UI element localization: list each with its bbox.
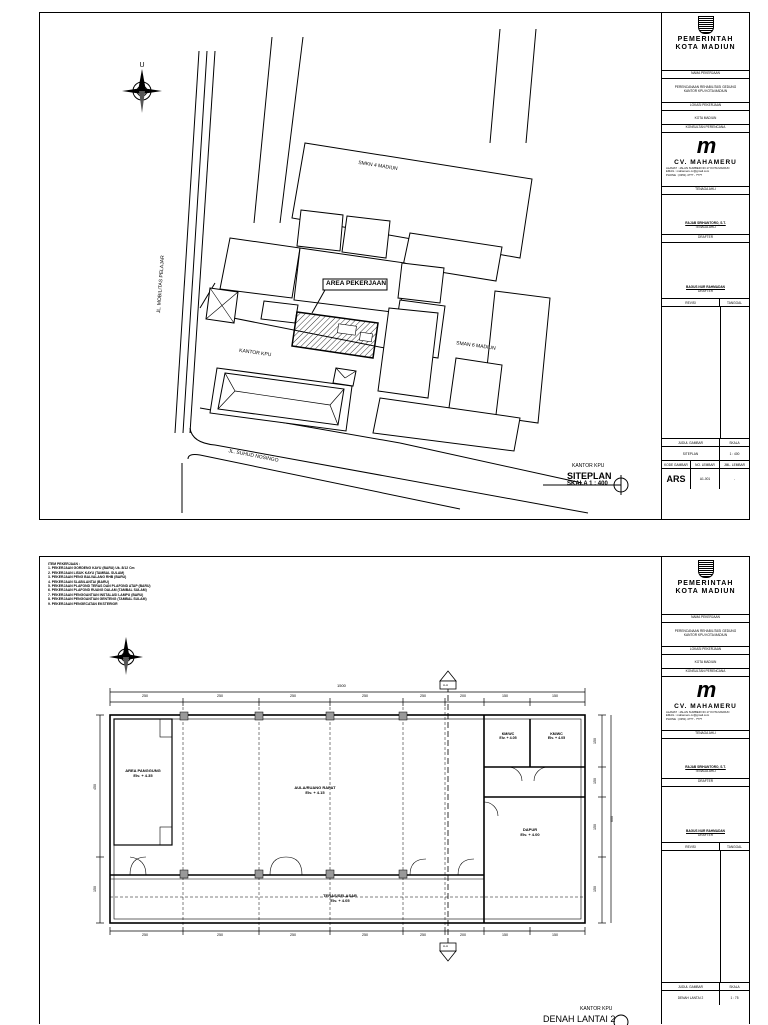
- dim-total: 1500: [337, 683, 346, 688]
- title-block-1: [662, 13, 749, 519]
- dim-right: 150: [593, 738, 597, 744]
- consultant-label: KONSULTAN PERENCANA: [685, 125, 726, 129]
- address-line: EMAIL : mahameru.cv@gmail.com: [666, 713, 710, 718]
- section-label: A-A: [443, 944, 449, 948]
- notes-title: ITEM PEKERJAAN :: [48, 562, 81, 566]
- dim-top: 250: [290, 694, 296, 698]
- scale-label: SKALA: [729, 984, 740, 989]
- revision-label: REVISI: [685, 300, 696, 305]
- siteplan-svg: [40, 13, 661, 519]
- drafter-role: DRAFTER: [697, 833, 714, 837]
- drafter-label: DRAFTER: [697, 779, 714, 783]
- address-line: EMAIL : mahameru.cv@gmail.com: [666, 169, 710, 174]
- dim-bottom: 250: [420, 933, 426, 937]
- scale-label: SKALA: [729, 440, 740, 445]
- expert-label: TENAGA AHLI: [695, 731, 716, 735]
- dim-top: 250: [362, 694, 368, 698]
- dim-right: 150: [593, 778, 597, 784]
- north-label: U: [139, 62, 145, 69]
- room-kitchen: DAPUR Elv. + 4.00: [520, 827, 540, 837]
- project-label: NAMA PEKERJAAN: [691, 615, 720, 619]
- code-label: KODE GAMBAR: [664, 462, 688, 467]
- company-name: CV. MAHAMERU: [674, 703, 737, 710]
- room-wc1: KM/WC Elv. + 4.05: [499, 732, 517, 740]
- dim-bottom: 150: [552, 933, 558, 937]
- scale-value: 1 : 400: [729, 451, 740, 456]
- sheet-floorplan: [39, 556, 750, 1024]
- drafter-role: DRAFTER: [697, 289, 714, 293]
- consultant-label: KONSULTAN PERENCANA: [685, 669, 726, 673]
- dim-top: 250: [217, 694, 223, 698]
- dim-top: 250: [142, 694, 148, 698]
- dim-bottom: 250: [290, 933, 296, 937]
- smkn4-label: SMKN 4 MADIUN: [357, 159, 398, 173]
- project-name-1: PERENCANAAN REHABILITASI GEDUNG: [674, 629, 737, 633]
- dim-bottom: 250: [217, 933, 223, 937]
- room-stage: AREA PANGGUNG Elv. + 4.35: [125, 768, 161, 778]
- note-item: 2. PEKERJAAN LISUK KAYU (TAMBAL SULAM): [48, 570, 125, 575]
- kpu-label: KANTOR KPU: [238, 347, 272, 359]
- dim-top: 150: [502, 694, 508, 698]
- expert-role: TENAGA AHLI: [695, 769, 716, 773]
- siteplan-caption-scale: SKALA 1 : 400: [567, 481, 608, 487]
- expert-label: TENAGA AHLI: [695, 187, 716, 191]
- gov-line1: PEMERINTAH: [677, 580, 734, 587]
- expert-name: RAJAB SRIHANTORO, S.T.: [685, 221, 726, 225]
- address-line: PHONE : (0351) 4??? - ????: [666, 716, 703, 721]
- dim-top: 250: [420, 694, 426, 698]
- dim-left: 450: [93, 784, 97, 790]
- address-line: PHONE : (0351) 4??? - ????: [666, 172, 703, 177]
- floorplan-drawing: [40, 557, 662, 1024]
- floorplan-caption-small: KANTOR KPU: [580, 1006, 613, 1012]
- note-item: 9. PEKERJAAN PENGECATAN EKSTERIOR: [48, 601, 118, 606]
- drafter-label: DRAFTER: [697, 235, 714, 239]
- drawing-title-label: JUDUL GAMBAR: [678, 440, 703, 445]
- gov-line1: PEMERINTAH: [677, 36, 734, 43]
- north-arrow-icon: [109, 637, 143, 675]
- siteplan-drawing: [40, 13, 662, 519]
- city-emblem-icon: [698, 16, 714, 34]
- code-value: ARS: [666, 474, 686, 484]
- area-label: AREA PEKERJAAN: [326, 280, 387, 287]
- city-emblem-icon: [698, 560, 714, 578]
- floorplan-svg: [40, 557, 661, 1025]
- project-name-1: PERENCANAAN REHABILITASI GEDUNG: [674, 85, 737, 89]
- project-label: NAMA PEKERJAAN: [691, 71, 720, 75]
- drawing-title-value: DENAH LANTAI 2: [677, 996, 704, 1000]
- road-bottom-label: JL. SUHUD NOSINGO: [227, 448, 279, 464]
- building-kpu: [210, 368, 356, 431]
- gov-line2: KOTA MADIUN: [675, 44, 736, 51]
- location-value: KOTA MADIUN: [694, 116, 717, 120]
- note-item: 7. PEKERJAAN PENGGANTIAN INSTALASI LAMPU (BARU): [48, 592, 144, 597]
- dim-top: 150: [552, 694, 558, 698]
- location-label: LOKASI PEKERJAAN: [689, 103, 722, 107]
- company-logo-icon: m: [696, 677, 715, 702]
- dim-right: 150: [593, 824, 597, 830]
- dim-right: 150: [593, 886, 597, 892]
- drafter-name: BAGUS NUR RAHMADAN: [686, 285, 725, 289]
- number-value: A1-001: [699, 477, 711, 481]
- location-value: KOTA MADIUN: [694, 660, 717, 664]
- room-hall: AULA/RUANG RAPAT Elv. + 4.15: [294, 785, 336, 795]
- company-name: CV. MAHAMERU: [674, 159, 737, 166]
- road-left-label: JL. MOBILITAS PELAJAR: [156, 255, 167, 314]
- siteplan-caption: SITEPLAN: [567, 471, 612, 481]
- expert-name: RAJAB SRIHANTORO, S.T.: [685, 765, 726, 769]
- section-label: A-A: [443, 683, 449, 687]
- note-item: 8. PEKERJAAN PENGGANTIAN GENTENG (TAMBAL SULAM): [48, 597, 147, 602]
- date-label: TANGGAL: [727, 300, 742, 305]
- date-label: TANGGAL: [727, 844, 742, 849]
- scale-value: 1 : 75: [730, 996, 739, 1000]
- room-wc2: KM/WC Elv. + 4.05: [547, 732, 566, 740]
- sman6-label: SMAN 6 MADIUN: [455, 340, 496, 352]
- north-arrow-icon: [122, 69, 162, 113]
- dim-bottom: 200: [460, 933, 466, 937]
- siteplan-caption-small: KANTOR KPU: [572, 463, 605, 469]
- drawing-title-value: SITEPLAN: [682, 451, 699, 456]
- columns: [180, 712, 407, 878]
- address-line: ALAMAT : JALAN SUMBER NO.17 KOTA MADIUN: [666, 710, 730, 714]
- total-label: JML. LEMBAR: [724, 462, 745, 467]
- address-line: ALAMAT : JALAN SUMBER NO.17 KOTA MADIUN: [666, 166, 730, 170]
- dim-bottom: 250: [362, 933, 368, 937]
- note-item: 4. PEKERJAAN SLAB/LANTAI (BARU): [48, 579, 109, 584]
- drafter-name: BAGUS NUR RAHMADAN: [686, 829, 725, 833]
- drawing-title-label: JUDUL GAMBAR: [678, 984, 703, 989]
- title-block-2: [662, 557, 749, 1024]
- revision-label: REVISI: [685, 844, 696, 849]
- dim-left: 150: [93, 886, 97, 892]
- dim-bottom: 250: [142, 933, 148, 937]
- sheet-siteplan: [39, 12, 750, 520]
- number-label: NO. LEMBAR: [695, 462, 715, 467]
- dim-top: 200: [460, 694, 466, 698]
- company-logo-icon: m: [696, 133, 715, 158]
- room-terrace: TERAS/SELASAR Elv. + 4.05: [323, 893, 357, 903]
- location-label: LOKASI PEKERJAAN: [689, 647, 722, 651]
- note-item: 5. PEKERJAAN PLAFOND TERAS DAN PLAFOND ATAP (BARU): [48, 584, 151, 589]
- expert-role: TENAGA AHLI: [695, 225, 716, 229]
- floorplan-caption: DENAH LANTAI 2: [543, 1014, 616, 1024]
- note-item: 6. PEKERJAAN PLAFOND RUANG DALAM (TAMBAL SULAM): [48, 588, 147, 593]
- project-name-2: KANTOR KPU KOTA MADIUN: [683, 633, 728, 637]
- total-value: -: [733, 477, 736, 481]
- dim-right-total: 600: [610, 816, 614, 822]
- note-item: 3. PEKERJAAN PENG BALVALANG RHB (BARU): [48, 575, 127, 580]
- project-name-2: KANTOR KPU KOTA MADIUN: [683, 89, 728, 93]
- gov-line2: KOTA MADIUN: [675, 588, 736, 595]
- note-item: 1. PEKERJAAN GORDENG KAYU (BARU) Uk. 8/12 Cm: [48, 566, 135, 571]
- dim-bottom: 150: [502, 933, 508, 937]
